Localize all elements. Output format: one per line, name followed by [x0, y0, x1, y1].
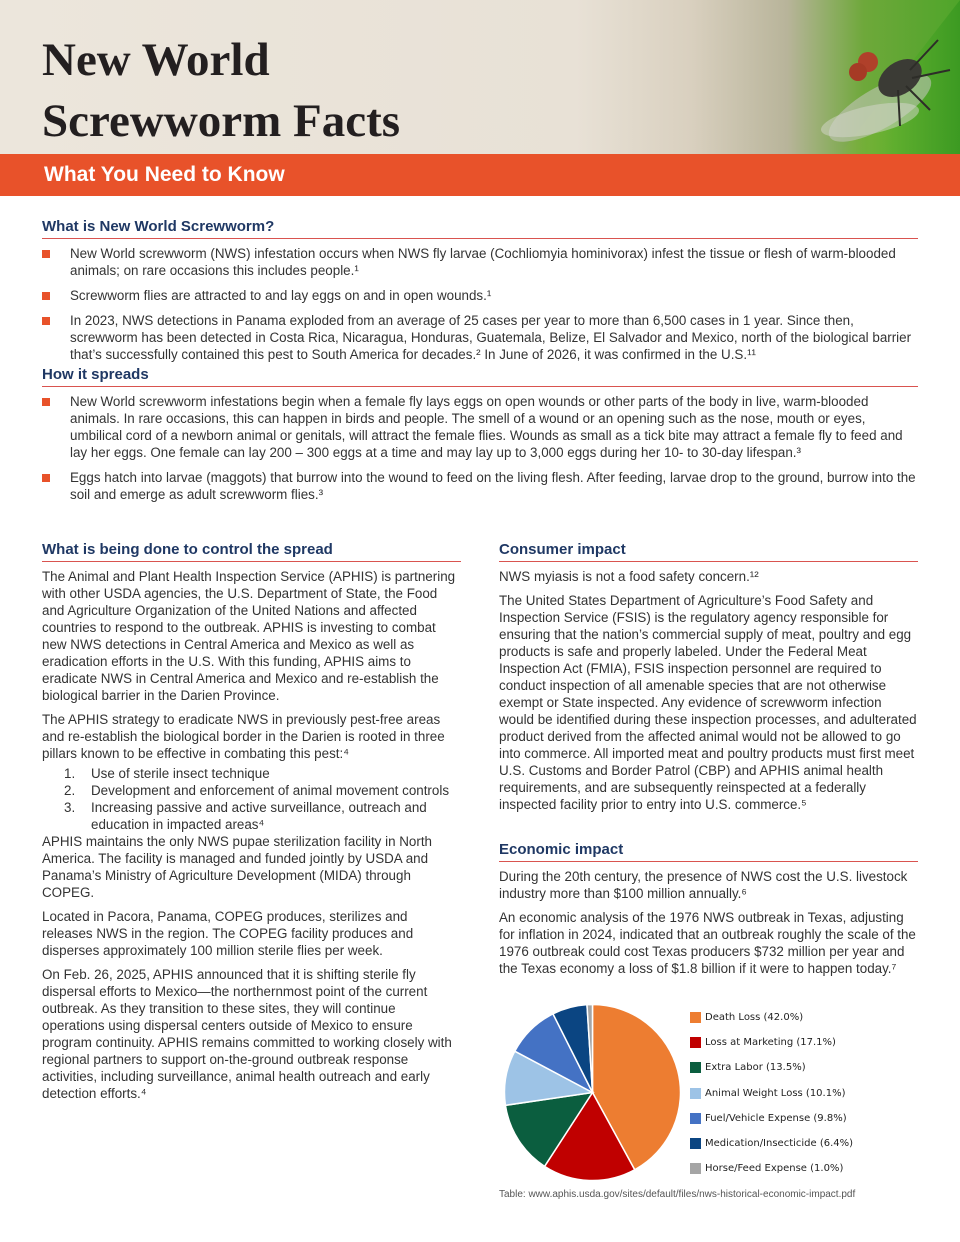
- list-item-text: Eggs hatch into larvae (maggots) that burrow into the wound to feed on the living flesh. After feeding, larvae drop to the ground, burrow into the soil and emerge as adult screwworm flies.³: [70, 470, 916, 502]
- legend-label: Medication/Insecticide (6.4%): [705, 1138, 854, 1150]
- control-paragraph-3: APHIS maintains the only NWS pupae sterilization facility in North America. The facility is managed and funded jointly by USDA and Panama’s Ministry of Agriculture Development (MIDA) through COPEG.: [42, 834, 432, 900]
- economic-paragraph-2: An economic analysis of the 1976 NWS outbreak in Texas, adjusting for inflation in 2024, indicated that an outbreak roughly the scale of the 1976 outbreak could cost Texas producers $732 million per year and the Texas economy a loss of $1.8 billion if it were to happen today.⁷: [499, 910, 916, 976]
- consumer-paragraph-1: NWS myiasis is not a food safety concern.¹²: [499, 569, 759, 584]
- list-item: [42, 765, 461, 782]
- bullet-square-icon: [42, 317, 50, 325]
- heading-economic: Economic impact: [499, 841, 918, 862]
- legend-swatch: [690, 1113, 701, 1124]
- legend-item: [690, 1156, 960, 1181]
- list-item: [42, 799, 461, 833]
- legend-label: Death Loss (42.0%): [705, 1012, 804, 1024]
- section-how-it-spreads: [42, 366, 918, 511]
- subtitle: What You Need to Know: [44, 163, 285, 186]
- bullet-square-icon: [42, 398, 50, 406]
- pie-chart: [500, 1000, 685, 1185]
- legend-item: [690, 1005, 960, 1030]
- list-item: [42, 245, 918, 279]
- title-line-2: Screwworm Facts: [42, 95, 401, 147]
- economic-paragraph-1: During the 20th century, the presence of NWS cost the U.S. livestock industry more than $100 million annually.⁶: [499, 869, 908, 901]
- list-item-text: New World screwworm infestations begin when a female fly lays eggs on open wounds or other parts of the body in live, warm-blooded animals. In rare occasions, this can happen in birds and people. The smell of a wound or an opening such as the nose, mouth or eyes, umbilical cord of a newborn animal or genitals, will attract the female flies. Wounds as small as a tick bite may attract a female fly to feed and lay her eggs. One female can lay 200 – 300 eggs at a time and may lay up to 3,000 eggs during her 10- to 30-day lifespan.³: [70, 394, 903, 460]
- legend-label: Animal Weight Loss (10.1%): [705, 1087, 846, 1099]
- section-control: [42, 541, 461, 1109]
- list-item-text: New World screwworm (NWS) infestation occurs when NWS fly larvae (Cochliomyia hominivorax) infest the tissue or flesh of warm-blooded animals; on rare occasions this includes people.¹: [70, 246, 896, 278]
- list-item-text: Use of sterile insect technique: [91, 766, 270, 781]
- bullet-square-icon: [42, 292, 50, 300]
- section-consumer: [499, 541, 918, 820]
- header: [0, 0, 960, 154]
- list-item: [42, 469, 918, 503]
- list-item-text: Development and enforcement of animal movement controls: [91, 783, 450, 798]
- legend-swatch: [690, 1062, 701, 1073]
- list-number: 2.: [64, 783, 76, 798]
- list-number: 3.: [64, 800, 76, 815]
- subtitle-banner: [0, 154, 960, 196]
- chart-source: Table: www.aphis.usda.gov/sites/default/files/nws-historical-economic-impact.pdf: [499, 1189, 856, 1200]
- list-item: [42, 393, 918, 461]
- list-item: [42, 312, 918, 363]
- control-paragraph-5: On Feb. 26, 2025, APHIS announced that it is shifting sterile fly dispersal efforts to Mexico—the northernmost point of the current outbreak. As they transition to these sites, they will continue operations using dispersal centers outside of Mexico to ensure program continuity. APHIS remains committed to working closely with regional partners to support on-the-ground outbreak response activities, including surveillance, animal health outreach and early detection efforts.⁴: [42, 967, 452, 1101]
- legend-swatch: [690, 1088, 701, 1099]
- legend-swatch: [690, 1012, 701, 1023]
- legend-label: Loss at Marketing (17.1%): [705, 1037, 836, 1049]
- consumer-paragraph-2: The United States Department of Agriculture’s Food Safety and Inspection Service (FSIS) is the regulatory agency responsible for ensuring that the nation’s commercial supply of meat, poultry and egg products is safe and properly labeled. Under the Federal Meat Inspection Act (FMIA), FSIS inspection personnel are required to conduct inspection of all amenable species that are not otherwise exempt or State inspected. Any evidence of screwworm infection would be identified during these inspection processes, and adulterated product derived from the affected animal would not be allowed to go into commerce. All imported meat and poultry products must first meet U.S. Customs and Border Patrol (CBP) and APHIS animal health requirements, and are subsequently reinspected at a federally inspected facility prior to entry into U.S. commerce.⁵: [499, 593, 917, 812]
- control-paragraph-1: The Animal and Plant Health Inspection Service (APHIS) is partnering with other USDA agencies, the U.S. Department of State, the Food and Agriculture Organization of the United Nations and affected countries to respond to the outbreak. APHIS is investing to combat new NWS detections in Central America and Mexico as well as eradication efforts in the U.S. With this funding, APHIS aims to eradicate NWS in Central America and Mexico and re-establish the biological barrier in the Darien Province.: [42, 569, 456, 703]
- spreads-list: [42, 393, 918, 503]
- section-what-is: [42, 218, 918, 371]
- fly-photo: [760, 0, 960, 154]
- legend-item: [690, 1081, 960, 1106]
- list-item-text: Increasing passive and active surveillance, outreach and education in impacted areas⁴: [91, 800, 427, 832]
- list-item: [42, 287, 918, 304]
- bullet-square-icon: [42, 250, 50, 258]
- control-paragraph-4: Located in Pacora, Panama, COPEG produces, sterilizes and releases NWS in the region. The COPEG facility produces and disperses approximately 100 million sterile flies per week.: [42, 909, 414, 958]
- legend-swatch: [690, 1138, 701, 1149]
- heading-consumer: Consumer impact: [499, 541, 918, 562]
- list-item-text: Screwworm flies are attracted to and lay eggs on and in open wounds.¹: [70, 288, 492, 303]
- what-is-list: [42, 245, 918, 363]
- list-item-text: In 2023, NWS detections in Panama exploded from an average of 25 cases per year to more than 6,500 cases in 1 year. Since then, screwworm has been detected in Costa Rica, Nicaragua, Honduras, Guatemala, Belize, El Salvador and Mexico, north of the biological barrier that’s successfully contained this pest to South America for decades.² In June of 2026, it was confirmed in the U.S.¹¹: [70, 313, 912, 362]
- legend-swatch: [690, 1037, 701, 1048]
- pillars-list: [42, 765, 461, 833]
- legend-item: [690, 1131, 960, 1156]
- heading-control: What is being done to control the spread: [42, 541, 461, 562]
- heading-what-is: What is New World Screwworm?: [42, 218, 918, 239]
- section-economic: [499, 841, 918, 984]
- page-title: [42, 30, 400, 152]
- bullet-square-icon: [42, 474, 50, 482]
- legend-label: Extra Labor (13.5%): [705, 1062, 806, 1074]
- control-paragraph-2: The APHIS strategy to eradicate NWS in previously pest-free areas and re-establish the biological border in the Darien is rooted in three pillars known to be effective in combating this pest:⁴: [42, 712, 445, 761]
- chart-legend: [690, 1005, 960, 1181]
- title-line-1: New World: [42, 34, 270, 86]
- legend-label: Fuel/Vehicle Expense (9.8%): [705, 1112, 847, 1124]
- list-number: 1.: [64, 766, 76, 781]
- legend-label: Horse/Feed Expense (1.0%): [705, 1163, 844, 1175]
- list-item: [42, 782, 461, 799]
- legend-item: [690, 1055, 960, 1080]
- legend-swatch: [690, 1163, 701, 1174]
- legend-item: [690, 1030, 960, 1055]
- heading-how-it-spreads: How it spreads: [42, 366, 918, 387]
- legend-item: [690, 1106, 960, 1131]
